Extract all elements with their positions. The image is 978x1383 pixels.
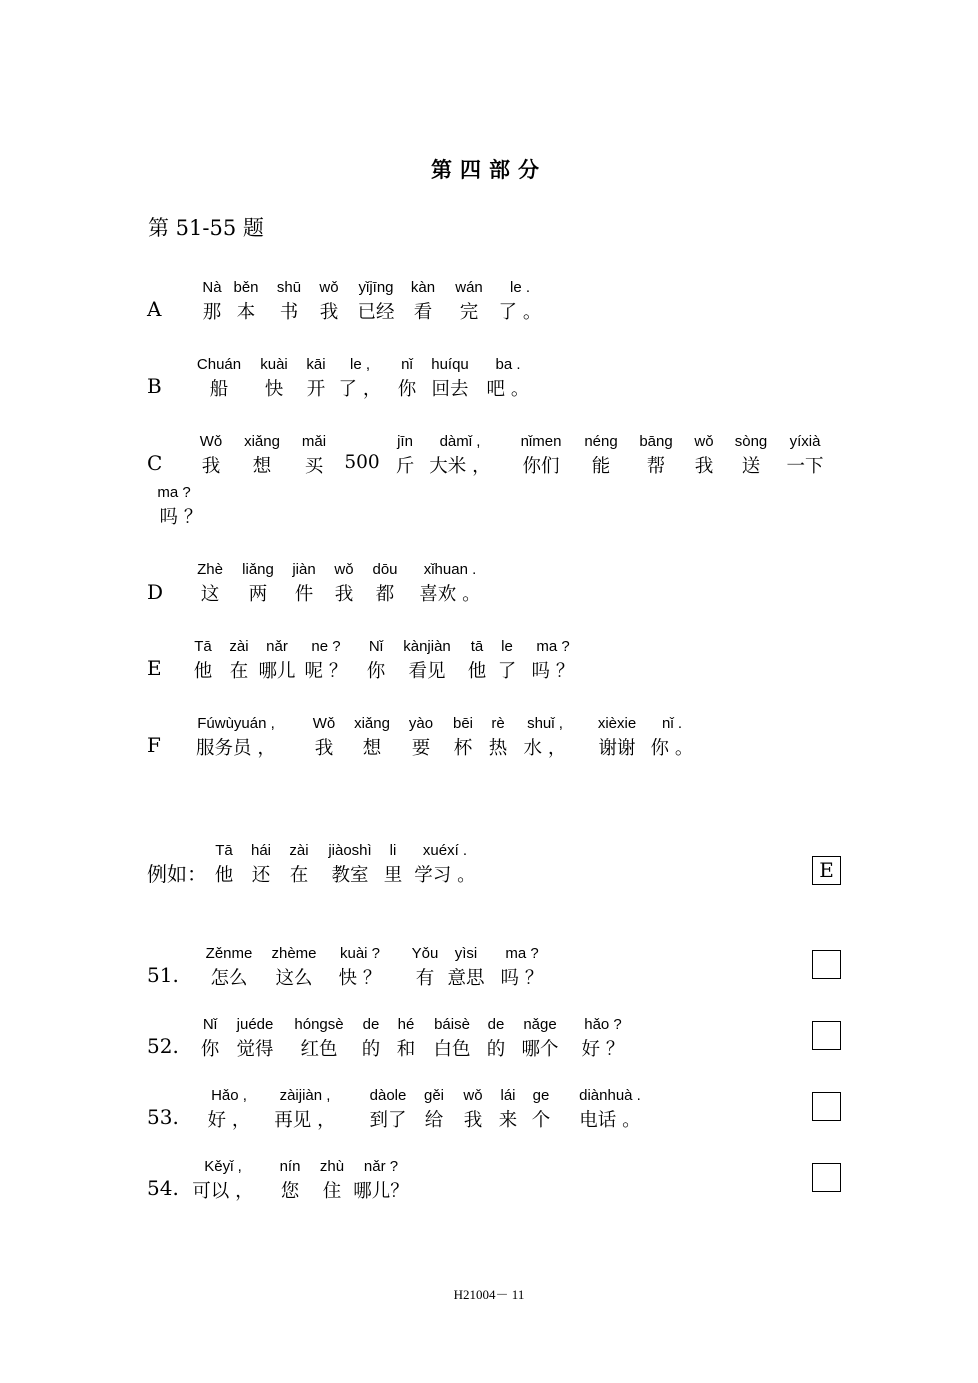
pinyin-token: Nǐ <box>368 638 384 655</box>
hanzi-token: 件 <box>294 584 314 605</box>
hanzi-token: 的 <box>361 1039 381 1060</box>
pinyin-token: kànjiàn <box>403 638 451 655</box>
pinyin-token: Chuán <box>196 356 242 373</box>
pinyin-token: dàole <box>369 1087 407 1104</box>
hanzi-token: 想 <box>362 738 382 759</box>
hanzi-token: 能 <box>591 456 611 477</box>
question-number: 52. <box>147 1034 179 1058</box>
hanzi-token: 教室 <box>331 865 369 886</box>
pinyin-token: de <box>362 1016 380 1033</box>
hanzi-token: 水 ， <box>523 738 567 759</box>
pinyin-token: kuài ? <box>339 945 381 962</box>
example-answer-box <box>812 856 841 885</box>
page-title: 第四部分 <box>431 157 547 182</box>
pinyin-token: nǐ <box>401 356 413 373</box>
pinyin-token: zhème <box>271 945 317 962</box>
hanzi-token: 500 <box>344 452 380 473</box>
hanzi-token: 来 <box>498 1110 518 1131</box>
pinyin-token: liǎng <box>242 561 274 578</box>
pinyin-token: de <box>487 1016 505 1033</box>
pinyin-token: nǎr <box>266 638 288 655</box>
hanzi-token: 快 ？ <box>338 968 382 989</box>
pinyin-token: hóngsè <box>294 1016 344 1033</box>
pinyin-token: le . <box>509 279 531 296</box>
pinyin-token: ba . <box>495 356 521 373</box>
hanzi-token: 谢谢 <box>598 738 636 759</box>
hanzi-token: 到了 <box>369 1110 407 1131</box>
hanzi-token: 在 <box>289 865 309 886</box>
hanzi-token: 回去 <box>431 379 469 400</box>
pinyin-token: Hǎo , <box>211 1087 247 1104</box>
pinyin-token: wǒ <box>463 1087 483 1104</box>
hanzi-token: 住 <box>322 1181 342 1202</box>
pinyin-token: kāi <box>306 356 326 373</box>
hanzi-token: 可以 ， <box>192 1181 254 1202</box>
hanzi-token: 好 ？ <box>581 1039 625 1060</box>
question-number: 54. <box>147 1176 179 1200</box>
pinyin-token: Zhè <box>197 561 223 578</box>
pinyin-token: hé <box>397 1016 415 1033</box>
option-letter: B <box>147 374 162 398</box>
pinyin-token: sòng <box>734 433 768 450</box>
option-letter: A <box>147 297 162 321</box>
option-letter: C <box>147 451 163 475</box>
hanzi-token: 电话 。 <box>579 1110 641 1131</box>
pinyin-token: li <box>389 842 397 859</box>
hanzi-token: 你 。 <box>650 738 694 759</box>
pinyin-token: ma ? <box>505 945 539 962</box>
hanzi-token: 看 <box>413 302 433 323</box>
hanzi-token: 已经 <box>357 302 395 323</box>
hanzi-token: 你们 <box>522 456 560 477</box>
pinyin-token: Zěnme <box>205 945 253 962</box>
pinyin-token: Wǒ <box>312 715 336 732</box>
pinyin-token: báisè <box>434 1016 470 1033</box>
hanzi-token: 这么 <box>275 968 313 989</box>
hanzi-token: 意思 <box>447 968 485 989</box>
hanzi-token: 再见 ， <box>274 1110 336 1131</box>
pinyin-token: ge <box>532 1087 550 1104</box>
pinyin-token: diànhuà . <box>579 1087 641 1104</box>
hanzi-token: 呢 ？ <box>304 661 348 682</box>
pinyin-token: hái <box>250 842 272 859</box>
hanzi-token: 我 <box>201 456 221 477</box>
pinyin-token: Nà <box>202 279 222 296</box>
hanzi-token: 他 <box>214 865 234 886</box>
pinyin-token: běn <box>233 279 259 296</box>
pinyin-token: jiàn <box>292 561 316 578</box>
pinyin-token: yǐjīng <box>358 279 394 296</box>
pinyin-token: mǎi <box>301 433 327 450</box>
pinyin-token: huíqu <box>431 356 469 373</box>
hanzi-token: 书 <box>279 302 299 323</box>
example-label: 例如： <box>147 862 207 886</box>
answer-box[interactable] <box>812 950 841 979</box>
pinyin-token: Tā <box>194 638 212 655</box>
pinyin-token: Kěyǐ , <box>204 1158 242 1175</box>
pinyin-token: ma ? <box>157 484 191 501</box>
pinyin-token: Yǒu <box>411 945 439 962</box>
hanzi-token: 有 <box>415 968 435 989</box>
pinyin-token: zàijiàn , <box>279 1087 331 1104</box>
hanzi-token: 哪儿？ <box>353 1181 409 1202</box>
hanzi-token: 怎么 <box>210 968 248 989</box>
pinyin-token: zài <box>289 842 309 859</box>
pinyin-token: nǐmen <box>520 433 562 450</box>
pinyin-token: tā <box>470 638 484 655</box>
hanzi-token: 一下 <box>786 456 824 477</box>
hanzi-token: 红色 <box>300 1039 338 1060</box>
pinyin-token: juéde <box>236 1016 274 1033</box>
pinyin-token: nín <box>279 1158 301 1175</box>
pinyin-token: yào <box>408 715 434 732</box>
pinyin-token: le <box>501 638 513 655</box>
question-number: 53. <box>147 1105 179 1129</box>
hanzi-token: 船 <box>209 379 229 400</box>
hanzi-token: 你 <box>366 661 386 682</box>
pinyin-token: yíxià <box>789 433 821 450</box>
hanzi-token: 吗 ？ <box>500 968 544 989</box>
pinyin-token: xiǎng <box>244 433 280 450</box>
answer-box[interactable] <box>812 1092 841 1121</box>
hanzi-token: 和 <box>396 1039 416 1060</box>
hanzi-token: 了 。 <box>498 302 542 323</box>
hanzi-token: 大米 ， <box>429 456 491 477</box>
answer-box[interactable] <box>812 1021 841 1050</box>
pinyin-token: Wǒ <box>199 433 223 450</box>
pinyin-token: kuài <box>260 356 288 373</box>
example-answer: E <box>819 858 834 882</box>
option-letter: D <box>147 580 164 604</box>
hanzi-token: 想 <box>252 456 272 477</box>
hanzi-token: 我 <box>334 584 354 605</box>
hanzi-token: 你 <box>397 379 417 400</box>
hanzi-token: 吗 ？ <box>531 661 575 682</box>
hanzi-token: 给 <box>424 1110 444 1131</box>
pinyin-token: yìsi <box>454 945 478 962</box>
section-heading: 第 51-55 题 <box>148 216 264 240</box>
hanzi-token: 里 <box>383 865 403 886</box>
pinyin-token: bāng <box>639 433 673 450</box>
hanzi-token: 了 ， <box>338 379 382 400</box>
hanzi-token: 喜欢 。 <box>419 584 481 605</box>
pinyin-token: xuéxí . <box>422 842 468 859</box>
question-number: 51. <box>147 963 179 987</box>
hanzi-token: 好 ， <box>207 1110 251 1131</box>
hanzi-token: 两 <box>248 584 268 605</box>
hanzi-token: 吧 。 <box>486 379 530 400</box>
pinyin-token: xiǎng <box>354 715 390 732</box>
pinyin-token: xièxie <box>597 715 637 732</box>
hanzi-token: 吗 ？ <box>159 507 203 528</box>
pinyin-token: zài <box>229 638 249 655</box>
pinyin-token: hǎo ? <box>584 1016 622 1033</box>
pinyin-token: dōu <box>372 561 398 578</box>
pinyin-token: ma ? <box>536 638 570 655</box>
hanzi-token: 您 <box>280 1181 300 1202</box>
hanzi-token: 在 <box>229 661 249 682</box>
hanzi-token: 完 <box>459 302 479 323</box>
hanzi-token: 开 <box>306 379 326 400</box>
hanzi-token: 买 <box>304 456 324 477</box>
pinyin-token: ne ? <box>311 638 341 655</box>
hanzi-token: 那 <box>202 302 222 323</box>
hanzi-token: 看见 <box>408 661 446 682</box>
pinyin-token: zhù <box>319 1158 345 1175</box>
hanzi-token: 我 <box>463 1110 483 1131</box>
pinyin-token: kàn <box>410 279 436 296</box>
pinyin-token: wǒ <box>334 561 354 578</box>
hanzi-token: 送 <box>741 456 761 477</box>
hanzi-token: 哪个 <box>521 1039 559 1060</box>
pinyin-token: jiàoshì <box>328 842 372 859</box>
hanzi-token: 哪儿 <box>258 661 296 682</box>
hanzi-token: 都 <box>375 584 395 605</box>
pinyin-token: lái <box>500 1087 516 1104</box>
pinyin-token: wǒ <box>319 279 339 296</box>
page-footer: H21004－ 11 <box>453 1287 525 1302</box>
hanzi-token: 这 <box>200 584 220 605</box>
option-letter: E <box>147 656 162 680</box>
hanzi-token: 个 <box>531 1110 551 1131</box>
hanzi-token: 了 <box>497 661 517 682</box>
hanzi-token: 他 <box>467 661 487 682</box>
hanzi-token: 热 <box>488 738 508 759</box>
hanzi-token: 还 <box>251 865 271 886</box>
pinyin-token: le , <box>349 356 371 373</box>
option-letter: F <box>147 733 161 757</box>
pinyin-token: nǐ . <box>661 715 683 732</box>
pinyin-token: bēi <box>452 715 474 732</box>
pinyin-token: rè <box>491 715 505 732</box>
hanzi-token: 白色 <box>433 1039 471 1060</box>
pinyin-token: Fúwùyuán , <box>197 715 275 732</box>
hanzi-token: 要 <box>411 738 431 759</box>
hanzi-token: 服务员 ， <box>196 738 276 759</box>
pinyin-token: nǎr ? <box>363 1158 399 1175</box>
pinyin-token: Nǐ <box>202 1016 218 1033</box>
hanzi-token: 他 <box>193 661 213 682</box>
hanzi-token: 帮 <box>646 456 666 477</box>
pinyin-token: wán <box>455 279 483 296</box>
pinyin-token: gěi <box>423 1087 445 1104</box>
hanzi-token: 觉得 <box>236 1039 274 1060</box>
pinyin-token: nǎge <box>523 1016 557 1033</box>
hanzi-token: 我 <box>694 456 714 477</box>
hanzi-token: 学习 。 <box>414 865 476 886</box>
pinyin-token: shuǐ , <box>527 715 563 732</box>
answer-box[interactable] <box>812 1163 841 1192</box>
hanzi-token: 我 <box>319 302 339 323</box>
pinyin-token: néng <box>584 433 618 450</box>
hanzi-token: 快 <box>264 379 284 400</box>
hanzi-token: 斤 <box>395 456 415 477</box>
hanzi-token: 本 <box>236 302 256 323</box>
pinyin-token: wǒ <box>694 433 714 450</box>
hanzi-token: 杯 <box>453 738 473 759</box>
hanzi-token: 的 <box>486 1039 506 1060</box>
pinyin-token: xǐhuan . <box>423 561 477 578</box>
pinyin-token: jīn <box>397 433 413 450</box>
hanzi-token: 我 <box>314 738 334 759</box>
pinyin-token: dàmǐ , <box>439 433 481 450</box>
hanzi-token: 你 <box>200 1039 220 1060</box>
pinyin-token: shū <box>276 279 302 296</box>
pinyin-token: Tā <box>215 842 233 859</box>
